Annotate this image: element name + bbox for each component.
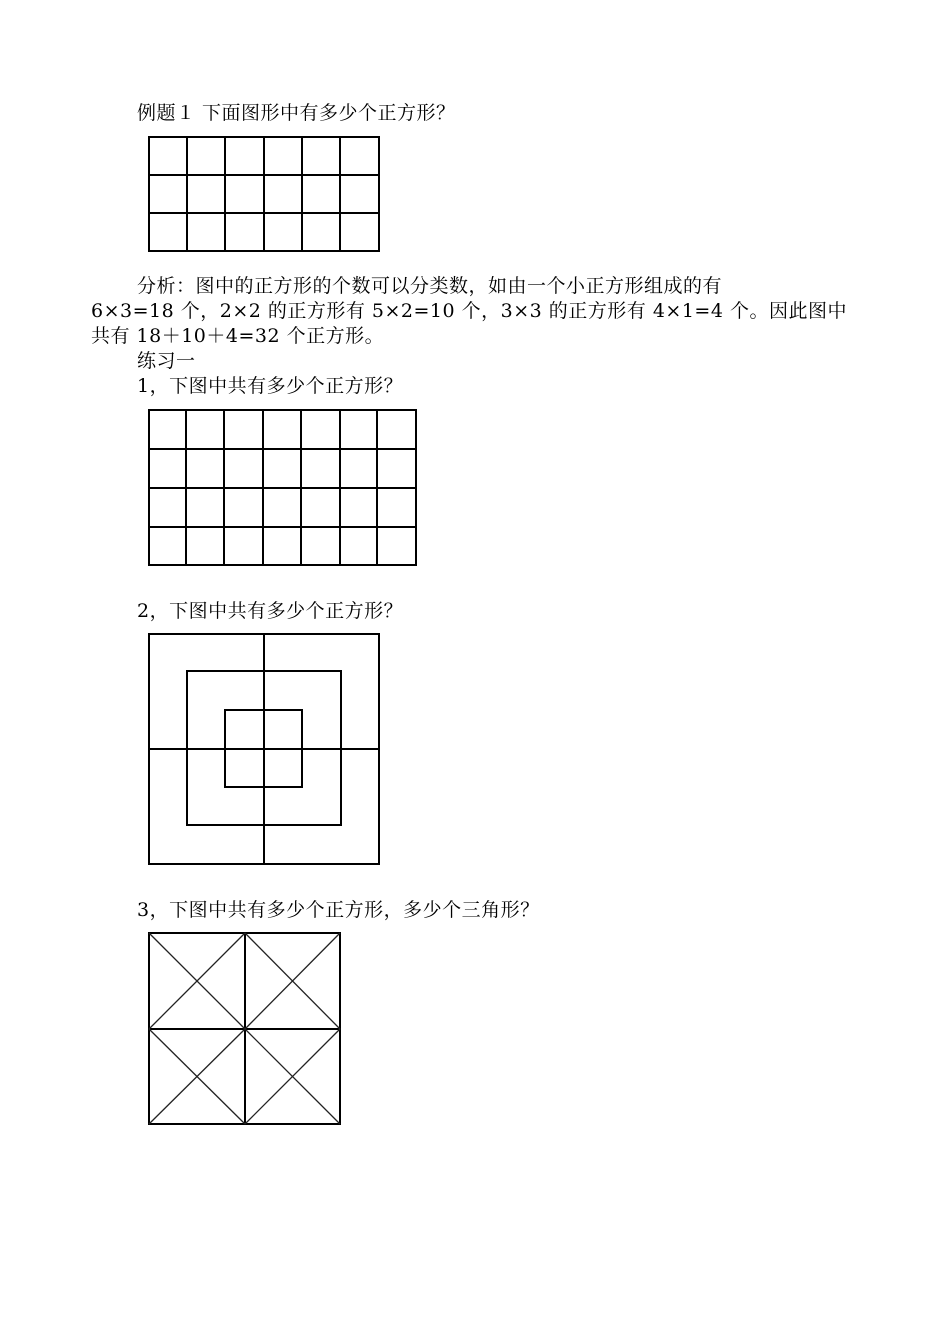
question-2-nested-squares-figure <box>148 633 380 865</box>
question-3-text: 3，下图中共有多少个正方形，多少个三角形？ <box>137 899 540 921</box>
question-3-diagonal-squares-figure <box>148 932 342 1126</box>
question-2-text: 2，下图中共有多少个正方形？ <box>137 600 404 622</box>
question-1-text: 1，下图中共有多少个正方形？ <box>137 375 404 397</box>
exercise-heading: 练习一 <box>137 350 196 372</box>
example-grid-figure <box>148 136 380 252</box>
example-title: 例题１ 下面图形中有多少个正方形？ <box>137 102 456 124</box>
analysis-line-2: 6×3=18 个，2×2 的正方形有 5×2=10 个，3×3 的正方形有 4×1=4 个。因此图中 <box>91 300 847 322</box>
analysis-line-3: 共有 18＋10＋4=32 个正方形。 <box>91 325 385 347</box>
analysis-line-1: 分析：图中的正方形的个数可以分类数，如由一个小正方形组成的有 <box>137 275 723 297</box>
question-1-grid-figure <box>148 409 418 566</box>
